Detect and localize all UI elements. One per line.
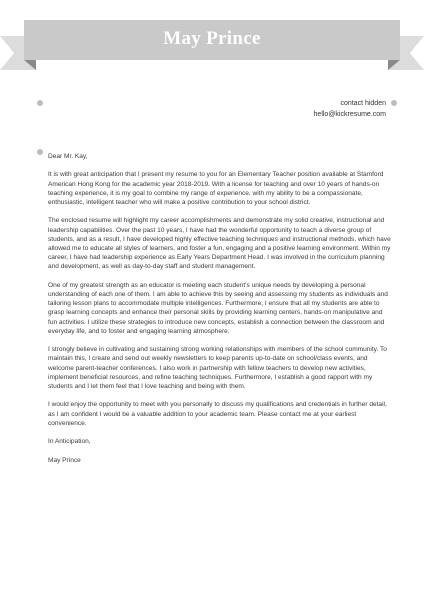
paragraph-5: I would enjoy the opportunity to meet with you personally to discuss my qualifications and credentials in further detail, as I am confident I would be a valuable addition to your academic team. Please contact me at your earliest convenience. [48,401,387,427]
paragraph-2: The enclosed resume will highlight my career accomplishments and demonstrate my solid creative, instructional and leadership capabilities. Over the past 10 years, I have had the wonderful opportunity to teach a diverse group of students, and as a result, I have developed highly effective teaching techniques and instructional methods, which have allowed me to educate all styles of learners, and foster a fun, engaging and a positive learning environment. Within my career, I have had leadership experience as Early Years Department Head. I was involved in the curriculum planning and development, as well as day-to-day staff and student management. [48,217,391,271]
signature: May Prince [48,456,81,464]
greeting: Dear Mr. Kay, [48,153,88,160]
closing: In Anticipation, [48,438,91,446]
contact-block [314,98,386,120]
contact-email: hello@kickresume.com [313,111,386,118]
paragraph-3: One of my greatest strength as an educator is meeting each student's unique needs by developing a personal understanding of each one of them. I am able to achieve this by seeing and assessing my students as individuals and tailoring lesson plans to accommodate multiple intelligences. Furthermore, I ensure that all my students are able to grasp learning concepts and enhance their personal skills by providing learning centers, hands-on manipulative and fun activities. I utilize these strategies to introduce new concepts, establish a connection between the classroom and everyday life, and to foster and engaging learning atmosphere. [48,281,388,335]
contact-phone: contact hidden [340,100,386,107]
left-decor-dot [37,100,43,106]
right-decor-dot [391,100,397,106]
applicant-name: May Prince [163,28,261,49]
letter-body [48,152,392,474]
paragraph-1: It is with great anticipation that I present my resume to you for an Elementary Teacher position available at Stamford American Hong Kong for the academic year 2018-2019. With a license for teaching and over 10 years of hands-on teaching experience, it is my goal to combine my range of experience, with my ability to be a compassionate, enthusiastic, intelligent teacher who will make a positive contribution to your school district. [48,171,384,206]
paragraph-4: I strongly believe in cultivating and sustaining strong working relationships with members of the school community. To maintain this, I create and send out weekly newsletters to keep parents up-to-date on school/class events, and welcome parent-teacher conferences. I also work in partnership with fellow teachers to develop new activities, implement beneficial resources, and refine teaching techniques. Furthermore, I establish a good rapport with my students and I let them feel that I love teaching and being with them. [48,346,387,391]
left-letter-dot [37,149,43,155]
